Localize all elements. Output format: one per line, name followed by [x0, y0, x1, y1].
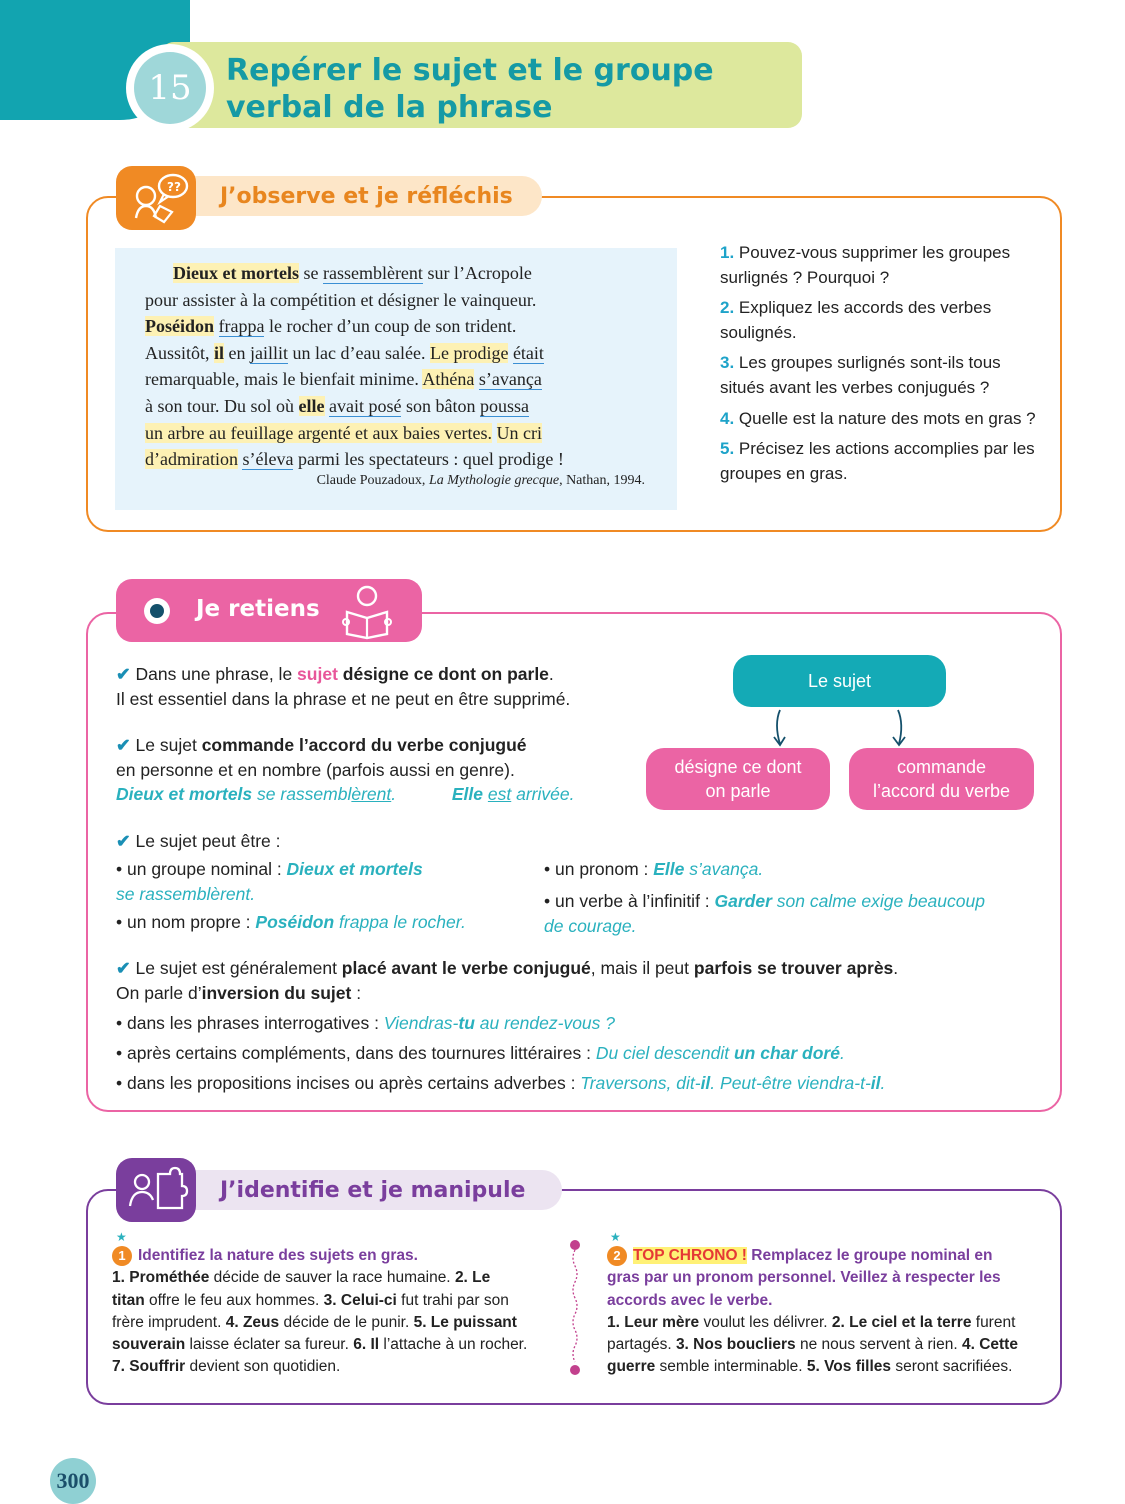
question-number: 5.	[720, 439, 735, 459]
example-text: s’avança.	[684, 859, 764, 879]
node-line: l’accord du verbe	[872, 781, 1011, 801]
text-bold: parfois se trouver après	[693, 958, 894, 978]
text: l’attache à un rocher.	[379, 1336, 528, 1354]
question-text: Précisez les actions accomplies par les groupes en gras.	[720, 439, 1035, 483]
node-line: on parle	[705, 781, 771, 801]
example-text: de courage.	[544, 915, 637, 936]
example-subject: Dieux et mortels	[286, 859, 423, 879]
bold-subject: 4. Zeus	[225, 1313, 280, 1331]
example-text: Traversons, dit-	[580, 1073, 701, 1093]
text: laisse éclater sa fureur.	[185, 1336, 354, 1354]
observe-heading-band	[186, 176, 542, 216]
example-text: Du ciel descendit	[595, 1043, 734, 1063]
page-title: Repérer le sujet et le groupe verbal de la phrase	[226, 53, 714, 125]
question-number: 2.	[720, 298, 735, 318]
check-icon: ✔	[116, 735, 131, 755]
highlighted-subject: elle	[298, 395, 325, 416]
passage-fragment: à son tour. Du sol où	[145, 395, 299, 416]
observe-icon-tile	[116, 166, 196, 230]
example-text: se rassemblèrent.	[116, 883, 256, 904]
diagram-arrows	[760, 706, 920, 750]
text: Le sujet est généralement	[135, 958, 342, 978]
manipule-heading-band	[186, 1170, 562, 1210]
example-verb: est	[487, 784, 512, 804]
questions-list	[720, 241, 1040, 492]
text: Dans une phrase, le	[135, 664, 298, 684]
check-icon: ✔	[116, 831, 131, 851]
underlined-verb: s’éleva	[242, 449, 294, 470]
example-subject: tu	[458, 1013, 475, 1033]
subject-type-gn	[116, 857, 536, 906]
page-number: 300	[50, 1458, 96, 1504]
exercise-line	[607, 1356, 1047, 1378]
text: Il est essentiel dans la phrase et ne peut en être supprimé.	[116, 688, 571, 709]
underlined-verb: était	[512, 342, 544, 363]
example-text: au rendez-vous ?	[474, 1013, 616, 1033]
text: semble interminable.	[655, 1358, 807, 1376]
citation-author: Claude Pouzadoux,	[316, 473, 429, 488]
exercise-line	[607, 1334, 1047, 1356]
subject-type-infinitif	[544, 889, 1034, 938]
question-item	[720, 437, 1040, 486]
text: • après certains compléments, dans des tournures littéraires :	[116, 1043, 596, 1063]
text: fut trahi par son	[396, 1291, 509, 1309]
citation-publisher: , Nathan, 1994.	[559, 473, 645, 488]
highlighted-subject: il	[214, 342, 225, 363]
exercise-instruction: accords avec le verbe.	[607, 1291, 773, 1309]
passage-fragment: le rocher d’un coup de son trident.	[264, 316, 517, 337]
highlighted-subject: un arbre au feuillage argenté et aux baies vertes.	[145, 422, 493, 443]
passage-fragment: se	[298, 263, 323, 283]
text: frère imprudent.	[112, 1313, 226, 1331]
subject-type-np	[116, 910, 536, 935]
example-subject: Elle	[451, 784, 484, 804]
example-1	[116, 784, 396, 804]
example-ending: èrent	[351, 784, 392, 804]
exercise-instruction: gras par un pronom personnel. Veillez à respecter les	[607, 1269, 1001, 1287]
text-bold: commande l’accord du verbe conjugué	[201, 735, 527, 755]
highlighted-subject: Un cri	[496, 422, 542, 443]
text: ne nous servent à rien.	[795, 1336, 962, 1354]
bold-subject: guerre	[607, 1358, 656, 1376]
highlighted-subject: Athéna	[422, 369, 475, 390]
exercise-number-badge: 2	[607, 1246, 627, 1266]
text: devient son quotidien.	[185, 1358, 341, 1376]
example-2	[452, 784, 575, 804]
text: offre le feu aux hommes.	[144, 1291, 324, 1309]
keyword-sujet: sujet	[297, 664, 338, 684]
text: • dans les propositions incises ou après certains adverbes :	[116, 1073, 581, 1093]
node-line: désigne ce dont	[674, 757, 802, 777]
text: • un groupe nominal :	[116, 859, 287, 879]
example-text: .	[839, 1043, 845, 1063]
underlined-verb: avait posé	[329, 395, 402, 416]
example-subject: Elle	[653, 859, 685, 879]
star-icon: ★	[116, 1230, 127, 1244]
passage-fragment: parmi les spectateurs : quel prodige !	[293, 449, 564, 470]
citation	[145, 473, 645, 489]
text: :	[351, 982, 362, 1003]
exercise-instruction: Identifiez la nature des sujets en gras.	[138, 1247, 418, 1264]
question-text: Les groupes surlignés sont-ils tous situés avant les verbes conjugués ?	[720, 353, 1001, 397]
question-item	[720, 241, 1040, 290]
highlighted-subject: Le prodige	[429, 342, 509, 363]
reader-icon	[340, 582, 394, 640]
text: Le sujet	[135, 735, 202, 755]
inversion-item-1	[116, 1011, 1046, 1036]
bold-subject: 3. Celui-ci	[323, 1291, 397, 1309]
question-text: Quelle est la nature des mots en gras ?	[738, 408, 1036, 428]
text: décide de sauver la race humaine.	[209, 1269, 455, 1287]
example-text: Viendras-	[383, 1013, 459, 1033]
text: furent	[971, 1313, 1016, 1331]
retiens-p3	[116, 829, 676, 854]
text-bold: inversion du sujet	[201, 982, 352, 1003]
text: partagés.	[607, 1336, 676, 1354]
column-divider	[568, 1238, 582, 1378]
example-subject: Garder	[714, 891, 772, 911]
inversion-item-3	[116, 1071, 1046, 1096]
passage-fragment: remarquable, mais le bienfait minime.	[145, 369, 423, 390]
retiens-p2	[116, 733, 676, 807]
passage-fragment: sur l’Acropole	[422, 263, 532, 283]
question-number: 4.	[720, 408, 735, 428]
underlined-verb: poussa	[479, 395, 529, 416]
text: • un pronom :	[544, 859, 654, 879]
bold-subject: 6. Il	[353, 1336, 380, 1354]
question-item	[720, 351, 1040, 400]
highlighted-subject: d’admiration	[145, 449, 238, 470]
passage-fragment: un lac d’eau salée.	[288, 342, 430, 363]
lesson-number: 15	[134, 52, 206, 124]
speech-bubbles-icon	[116, 166, 196, 230]
text: Le sujet peut être :	[135, 831, 281, 851]
bold-subject: souverain	[112, 1336, 186, 1354]
star-icon: ★	[610, 1230, 621, 1244]
text: seront sacrifiées.	[891, 1358, 1013, 1376]
svg-text:??: ??	[167, 180, 181, 194]
example-subject: Dieux et mortels	[116, 784, 253, 804]
exercise-line	[112, 1267, 558, 1289]
underlined-verb: frappa	[218, 316, 265, 337]
check-icon: ✔	[116, 664, 131, 684]
bold-subject: 2. Le ciel et la terre	[831, 1313, 972, 1331]
question-number: 3.	[720, 353, 735, 373]
text: • un nom propre :	[116, 912, 256, 932]
retiens-p4	[116, 956, 1046, 1005]
example-text: . Peut-être viendra-t-	[710, 1073, 871, 1093]
example-subject: il	[870, 1073, 881, 1093]
text-bold: désigne ce dont on parle	[337, 664, 549, 684]
text: , mais il peut	[590, 958, 694, 978]
bold-subject: 3. Nos boucliers	[675, 1336, 796, 1354]
example-text: se rassembl	[252, 784, 352, 804]
highlighted-subject: Poséidon	[145, 316, 215, 337]
passage-text	[145, 260, 665, 473]
text: .	[548, 664, 554, 684]
example-text: .	[880, 1073, 886, 1093]
question-text: Expliquez les accords des verbes soulignés.	[720, 298, 992, 342]
text-bold: placé avant le verbe conjugué	[341, 958, 591, 978]
exercise-1	[112, 1245, 558, 1379]
diagram-root: Le sujet	[733, 655, 946, 707]
underlined-verb: jaillit	[250, 342, 289, 363]
exercise-2	[607, 1245, 1047, 1379]
check-icon: ✔	[116, 958, 131, 978]
retiens-bullet-icon	[144, 598, 170, 624]
example-subject: Poséidon	[255, 912, 335, 932]
text: .	[893, 958, 899, 978]
passage-fragment: en	[224, 342, 251, 363]
exercise-instruction: Remplacez le groupe nominal en	[746, 1247, 993, 1264]
manipule-icon-tile	[116, 1158, 196, 1222]
retiens-heading: Je retiens	[196, 596, 320, 622]
passage-fragment: son bâton	[401, 395, 480, 416]
example-subject: il	[700, 1073, 711, 1093]
example-text: frappa le rocher.	[334, 912, 466, 932]
question-number: 1.	[720, 243, 735, 262]
bold-subject: 5. Le puissant	[413, 1313, 517, 1331]
underlined-verb: s’avança	[478, 369, 542, 390]
exercise-number-badge: 1	[112, 1246, 132, 1266]
citation-work: La Mythologie grecque	[428, 473, 560, 488]
subject-type-pronom	[544, 857, 1034, 882]
puzzle-people-icon	[116, 1158, 196, 1222]
bold-subject: 1. Leur mère	[607, 1313, 700, 1331]
bold-subject: 1. Prométhée	[112, 1269, 210, 1287]
exercise-line	[112, 1312, 558, 1334]
example-subject: un char doré	[733, 1043, 840, 1063]
bold-subject: titan	[112, 1291, 145, 1309]
passage-fragment: Aussitôt,	[145, 342, 215, 363]
node-line: commande	[896, 757, 987, 777]
exercise-line	[112, 1334, 558, 1356]
exercise-line	[112, 1356, 558, 1378]
example-text: arrivée.	[511, 784, 575, 804]
question-item	[720, 407, 1040, 432]
diagram-left	[646, 748, 830, 810]
observe-heading: J’observe et je réfléchis	[220, 183, 513, 209]
passage-fragment	[214, 316, 219, 336]
exercise-line	[607, 1312, 1047, 1334]
bold-subject: 4. Cette	[961, 1336, 1018, 1354]
question-item	[720, 296, 1040, 345]
retiens-p1	[116, 662, 676, 711]
diagram-right	[849, 748, 1034, 810]
text: On parle d’	[116, 982, 202, 1003]
inversion-item-2	[116, 1041, 1046, 1066]
example-text: .	[391, 784, 397, 804]
example-text: son calme exige beaucoup	[771, 891, 985, 911]
text: voulut les délivrer.	[699, 1313, 832, 1331]
highlighted-subject: Dieux et mortels	[173, 263, 299, 283]
exercise-line	[112, 1290, 558, 1312]
text: • un verbe à l’infinitif :	[544, 891, 715, 911]
bold-subject: 2. Le	[454, 1269, 491, 1287]
bold-subject: 7. Souffrir	[112, 1358, 186, 1376]
bold-subject: 5. Vos filles	[806, 1358, 892, 1376]
text: décide de le punir.	[279, 1313, 414, 1331]
text: en personne et en nombre (parfois aussi en genre).	[116, 759, 515, 780]
top-chrono-badge: TOP CHRONO !	[633, 1247, 747, 1264]
passage-fragment: pour assister à la compétition et désigner le vainqueur.	[145, 289, 537, 310]
underlined-verb: rassemblèrent	[322, 263, 423, 283]
text: • dans les phrases interrogatives :	[116, 1013, 384, 1033]
question-text: Pouvez-vous supprimer les groupes surlignés ? Pourquoi ?	[720, 243, 1011, 287]
manipule-heading: J’identifie et je manipule	[220, 1177, 526, 1203]
passage-fragment	[492, 423, 497, 443]
